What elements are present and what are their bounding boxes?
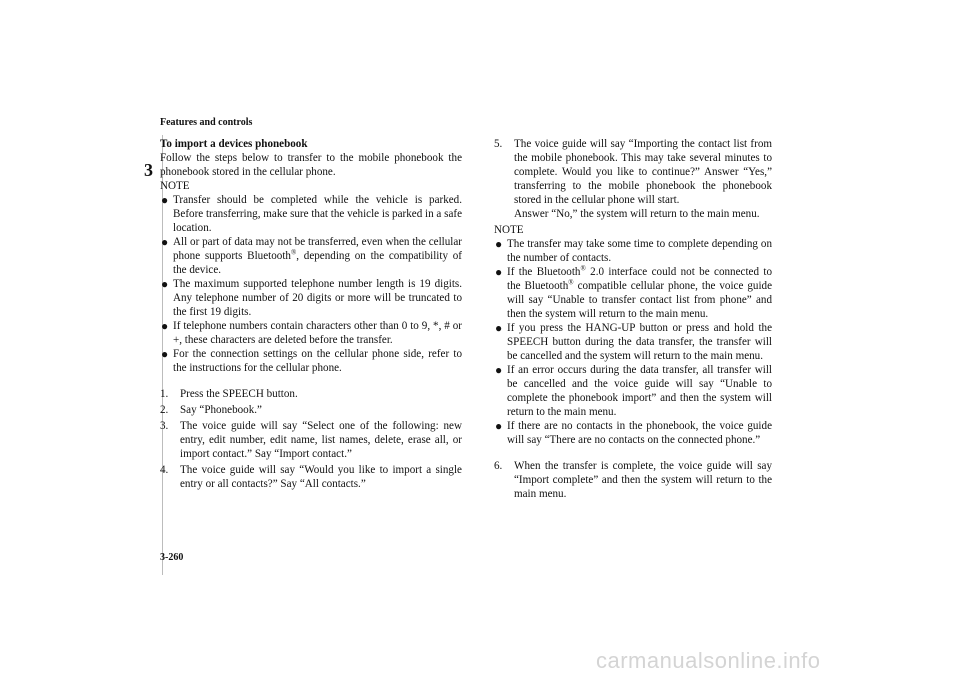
note-item: ● The transfer may take some time to complete depending on the number of contacts. <box>495 237 772 264</box>
bullet-icon: ● <box>161 193 169 207</box>
note-item: ● Transfer should be completed while the vehicle is parked. Before transferring, make sure that the vehicle is parked in a safe location. <box>161 193 462 234</box>
step-item: 2. Say “Phonebook.” <box>160 404 262 416</box>
note-item: ● If there are no contacts in the phonebook, the voice guide will say “There are no contacts on the connected phone.” <box>495 419 772 446</box>
step-item: 3. The voice guide will say “Select one of the following: new entry, edit number, edit name, list names, delete, erase all, or import contact.” Say “Import contact.” <box>160 420 462 460</box>
note-item: ● If telephone numbers contain characters other than 0 to 9, *, # or +, these characters are deleted before the transfer. <box>161 319 462 346</box>
watermark: carmanualsonline.info <box>596 648 821 673</box>
note-item: ● If the Bluetooth® 2.0 interface could not be connected to the Bluetooth® compatible cellular phone, the voice guide will say “Unable to transfer contact list from phone” and then the system will return to the main menu. <box>495 264 773 320</box>
registered-mark: ® <box>290 248 297 257</box>
bullet-icon: ● <box>161 347 169 361</box>
note-list <box>160 193 462 375</box>
note-list <box>494 237 772 447</box>
bullet-icon: ● <box>495 419 503 433</box>
note-item: ● The maximum supported telephone number length is 19 digits. Any telephone number of 20 digits or more will be truncated to the first 19 digits. <box>161 277 462 318</box>
note-label: NOTE <box>160 180 190 192</box>
note-item: ● For the connection settings on the cellular phone side, refer to the instructions for the cellular phone. <box>161 347 462 374</box>
bullet-icon: ● <box>161 235 169 249</box>
running-header: Features and controls <box>160 117 253 128</box>
bullet-icon: ● <box>161 319 169 333</box>
left-column <box>160 137 462 493</box>
page-number: 3-260 <box>160 552 184 563</box>
note-item: ● If you press the HANG-UP button or press and hold the SPEECH button during the data transfer, the transfer will be cancelled and the system will return to the main menu. <box>495 321 772 362</box>
step-item: 6. When the transfer is complete, the voice guide will say “Import complete” and then the system will return to the main menu. <box>494 460 772 500</box>
step-item: 5. The voice guide will say “Importing the contact list from the mobile phonebook. This may take several minutes to complete. Would you like to continue?” Answer “Yes,” transferring to the mobile phonebook the phonebook stored in the cellular phone will start. Answer “No,” the system will return to the main menu. <box>494 138 772 220</box>
note-item: ● All or part of data may not be transferred, even when the cellular phone supports Bluetooth®, depending on the compatibility of the device. <box>161 235 463 276</box>
bullet-icon: ● <box>495 363 503 377</box>
bullet-icon: ● <box>161 277 169 291</box>
note-item: ● If an error occurs during the data transfer, all transfer will be cancelled and the voice guide will say “Unable to complete the phonebook import” and then the system will return to the main menu. <box>495 363 772 418</box>
bullet-icon: ● <box>495 321 503 335</box>
bullet-icon: ● <box>495 237 503 251</box>
step-item: 4. The voice guide will say “Would you like to import a single entry or all contacts?” Say “All contacts.” <box>160 464 462 490</box>
step-list <box>494 459 772 501</box>
intro-paragraph: Follow the steps below to transfer to the mobile phonebook the phonebook stored in the cellular phone. <box>160 152 462 178</box>
registered-mark: ® <box>568 278 574 287</box>
chapter-tab-number: 3 <box>144 160 153 180</box>
section-title: To import a devices phonebook <box>160 138 308 150</box>
step-list <box>160 387 462 491</box>
bullet-icon: ● <box>495 265 503 279</box>
right-column <box>494 137 772 503</box>
note-label: NOTE <box>494 224 524 236</box>
registered-mark: ® <box>580 264 586 273</box>
step-list <box>494 137 772 221</box>
step-item: 1. Press the SPEECH button. <box>160 388 298 400</box>
